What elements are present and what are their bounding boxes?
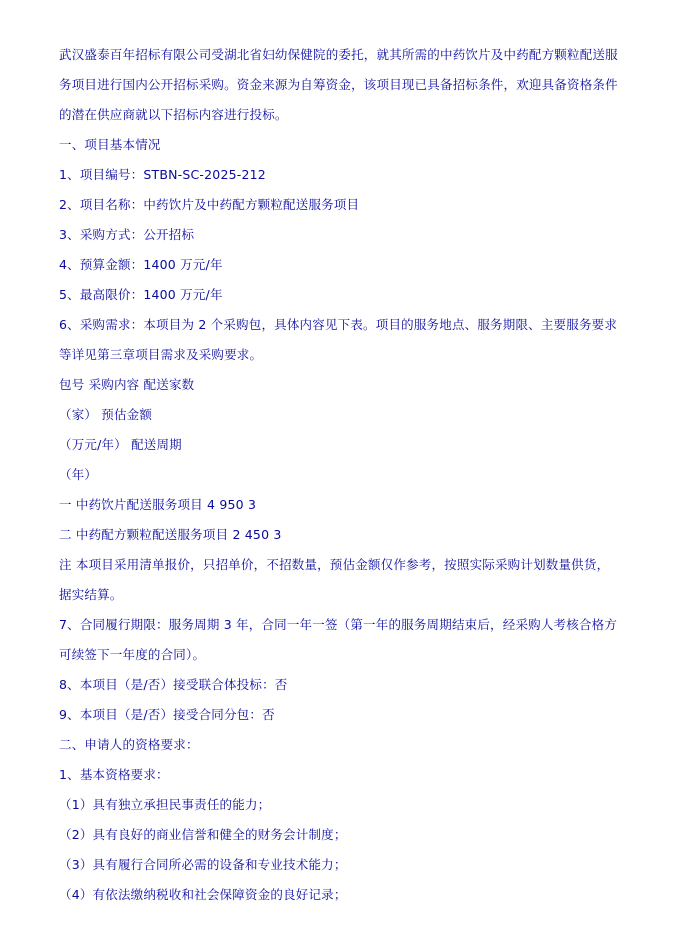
item-project-number: 1、项目编号：STBN-SC-2025-212 [59,167,266,182]
section-heading-qualifications: 二、申请人的资格要求： [59,737,199,752]
qualification-item-3: （3）具有履行合同所必需的设备和专业技术能力； [59,857,347,872]
item-procurement-method: 3、采购方式：公开招标 [59,227,195,242]
item-procurement-requirement: 6、采购需求：本项目为 2 个采购包，具体内容见下表。项目的服务地点、服务期限、主要服务要求等详见第三章项目需求及采购要求。 [59,317,618,362]
subheading-basic-qualifications: 1、基本资格要求： [59,767,169,782]
table-line-header-3: （万元/年） 配送周期 [59,437,182,452]
document-body [59,40,619,910]
intro-paragraph: 武汉盛泰百年招标有限公司受湖北省妇幼保健院的委托，就其所需的中药饮片及中药配方颗粒配送服务项目进行国内公开招标采购。资金来源为自筹资金，该项目现已具备招标条件，欢迎具备资格条件的潜在供应商就以下招标内容进行投标。 [59,47,618,122]
table-row-package-2: 二 中药配方颗粒配送服务项目 2 450 3 [59,527,282,542]
section-heading-basic-info: 一、项目基本情况 [59,137,161,152]
qualification-item-4: （4）有依法缴纳税收和社会保障资金的良好记录； [59,887,347,902]
qualification-item-1: （1）具有独立承担民事责任的能力； [59,797,271,812]
table-note: 注 本项目采用清单报价，只招单价，不招数量，预估金额仅作参考，按照实际采购计划数量供货，据实结算。 [59,557,610,602]
item-max-price: 5、最高限价：1400 万元/年 [59,287,223,302]
table-line-header-2: （家） 预估金额 [59,407,153,422]
table-line-header-4: （年） [59,467,98,482]
qualification-item-2: （2）具有良好的商业信誉和健全的财务会计制度； [59,827,347,842]
item-subcontracting: 9、本项目（是/否）接受合同分包：否 [59,707,275,722]
item-budget: 4、预算金额：1400 万元/年 [59,257,223,272]
item-consortium-bidding: 8、本项目（是/否）接受联合体投标：否 [59,677,288,692]
item-project-name: 2、项目名称：中药饮片及中药配方颗粒配送服务项目 [59,197,360,212]
table-line-header: 包号 采购内容 配送家数 [59,377,195,392]
table-row-package-1: 一 中药饮片配送服务项目 4 950 3 [59,497,257,512]
item-contract-period: 7、合同履行期限：服务周期 3 年，合同一年一签（第一年的服务周期结束后，经采购人考核合格方可续签下一年度的合同）。 [59,617,618,662]
